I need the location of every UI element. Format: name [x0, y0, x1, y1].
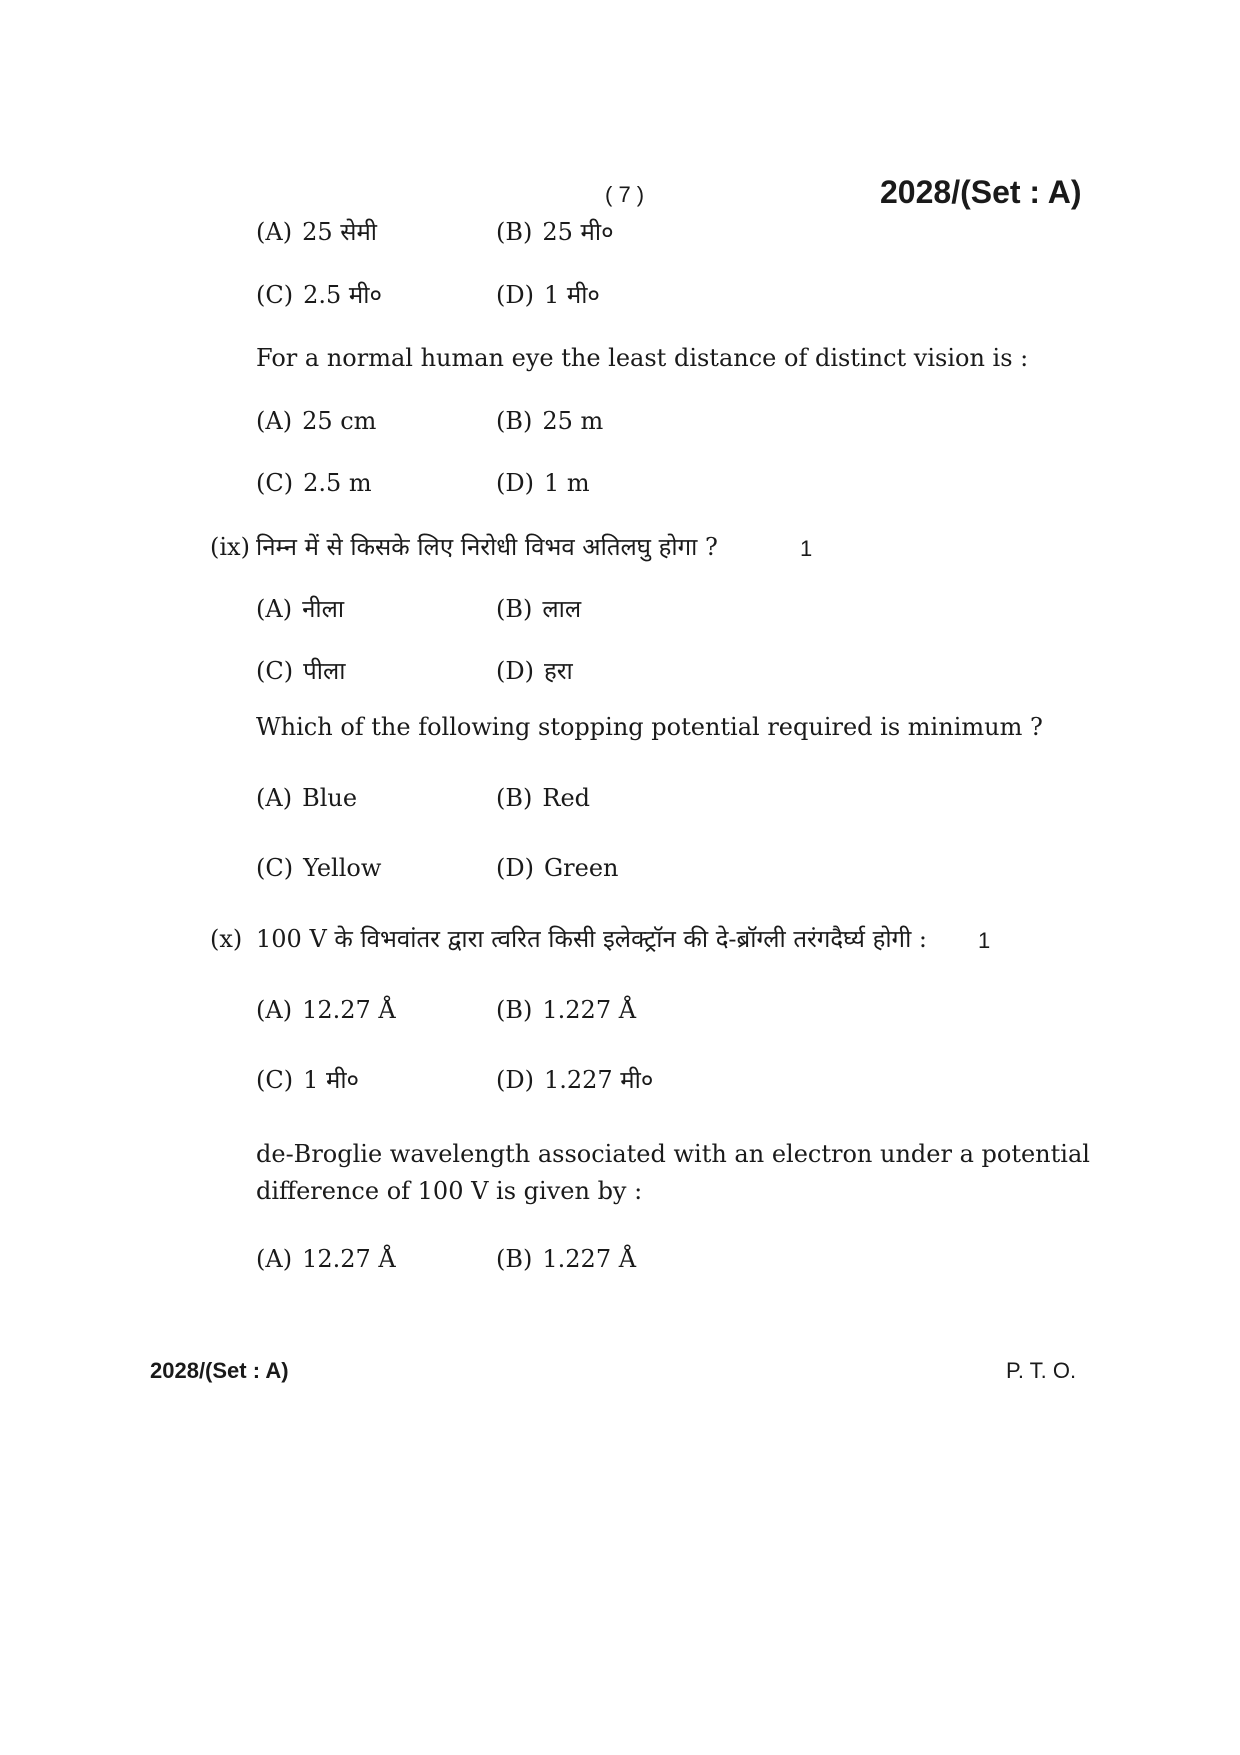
- option-letter: (A): [256, 996, 293, 1024]
- option-letter: (A): [256, 595, 293, 623]
- option-letter: (D): [496, 854, 534, 882]
- q9-english-question: Which of the following stopping potential required is minimum ?: [256, 713, 1043, 741]
- q9-hindi-option-d: [496, 656, 573, 686]
- option-letter: (C): [256, 657, 294, 685]
- option-letter: (C): [256, 1066, 294, 1094]
- set-code-footer: 2028/(Set : A): [150, 1358, 289, 1383]
- option-text: Green: [543, 854, 619, 882]
- q9-english-option-c: [256, 853, 381, 883]
- page-number: ( 7 ): [605, 182, 645, 207]
- q10-hindi-option-d: [496, 1065, 653, 1095]
- option-letter: (C): [256, 469, 294, 497]
- option-letter: (B): [496, 996, 533, 1024]
- q9-hindi-option-c: [256, 656, 345, 686]
- q8-hindi-option-b: [496, 217, 614, 247]
- q10-english-option-a: [256, 1244, 396, 1274]
- q9-hindi-option-b: [496, 594, 581, 624]
- option-text: Red: [542, 784, 591, 812]
- q10-hindi-option-b: [496, 995, 636, 1025]
- option-text: 1.227 मी०: [543, 1066, 654, 1094]
- q10-marks: 1: [978, 928, 991, 953]
- q10-english-question: de-Broglie wavelength associated with an electron under a potential difference of 100 V is given by :: [256, 1140, 1090, 1205]
- q10-hindi-option-a: [256, 995, 396, 1025]
- option-letter: (B): [496, 595, 533, 623]
- option-text: 1.227 Å: [542, 996, 637, 1024]
- option-letter: (D): [496, 281, 534, 309]
- option-letter: (B): [496, 218, 533, 246]
- option-text: 2.5 m: [303, 469, 372, 497]
- option-text: 12.27 Å: [302, 1245, 396, 1273]
- option-text: 1 मी०: [543, 281, 600, 309]
- option-letter: (B): [496, 1245, 533, 1273]
- option-letter: (A): [256, 1245, 293, 1273]
- option-letter: (D): [496, 469, 534, 497]
- option-text: नीला: [302, 595, 345, 623]
- q10-hindi-question: 100 V के विभवांतर द्वारा त्वरित किसी इलेक्ट्रॉन की दे-ब्रॉग्ली तरंगदैर्घ्य होगी :: [256, 925, 927, 953]
- set-code-header: 2028/(Set : A): [880, 174, 1082, 210]
- q10-number: (x): [210, 925, 243, 953]
- option-letter: (C): [256, 854, 294, 882]
- q8-english-question: For a normal human eye the least distance of distinct vision is :: [256, 344, 1029, 372]
- q9-hindi-question: निम्न में से किसके लिए निरोधी विभव अतिलघु होगा ?: [256, 533, 718, 561]
- option-text: 25 मी०: [542, 218, 614, 246]
- option-text: Yellow: [303, 854, 382, 882]
- option-text: Blue: [302, 784, 358, 812]
- option-text: 12.27 Å: [302, 996, 396, 1024]
- q10-english-option-b: [496, 1244, 636, 1274]
- option-text: 1 मी०: [303, 1066, 360, 1094]
- option-text: 2.5 मी०: [303, 281, 382, 309]
- option-text: पीला: [303, 657, 346, 685]
- pto-label: P. T. O.: [1006, 1358, 1077, 1383]
- option-letter: (D): [496, 657, 534, 685]
- option-letter: (C): [256, 281, 294, 309]
- q8-hindi-option-d: [496, 280, 600, 310]
- option-letter: (A): [256, 218, 293, 246]
- q8-english-option-c: [256, 468, 372, 498]
- option-text: लाल: [542, 595, 582, 623]
- option-text: हरा: [543, 657, 573, 685]
- option-text: 25 cm: [302, 407, 377, 435]
- option-letter: (B): [496, 784, 533, 812]
- option-text: 25 m: [542, 407, 604, 435]
- q9-hindi-option-a: [256, 594, 344, 624]
- option-letter: (B): [496, 407, 533, 435]
- q9-english-option-b: [496, 783, 590, 813]
- option-text: 1.227 Å: [542, 1245, 637, 1273]
- q8-english-option-b: [496, 406, 603, 436]
- option-text: 1 m: [543, 469, 590, 497]
- q9-number: (ix): [210, 533, 250, 561]
- q8-english-option-d: [496, 468, 590, 498]
- q8-hindi-option-c: [256, 280, 382, 310]
- option-letter: (D): [496, 1066, 534, 1094]
- q8-english-option-a: [256, 406, 376, 436]
- option-text: 25 सेमी: [302, 218, 378, 246]
- option-letter: (A): [256, 784, 293, 812]
- q10-hindi-option-c: [256, 1065, 359, 1095]
- q8-hindi-option-a: [256, 217, 377, 247]
- q9-marks: 1: [800, 536, 813, 561]
- q9-english-option-a: [256, 783, 357, 813]
- option-letter: (A): [256, 407, 293, 435]
- q9-english-option-d: [496, 853, 618, 883]
